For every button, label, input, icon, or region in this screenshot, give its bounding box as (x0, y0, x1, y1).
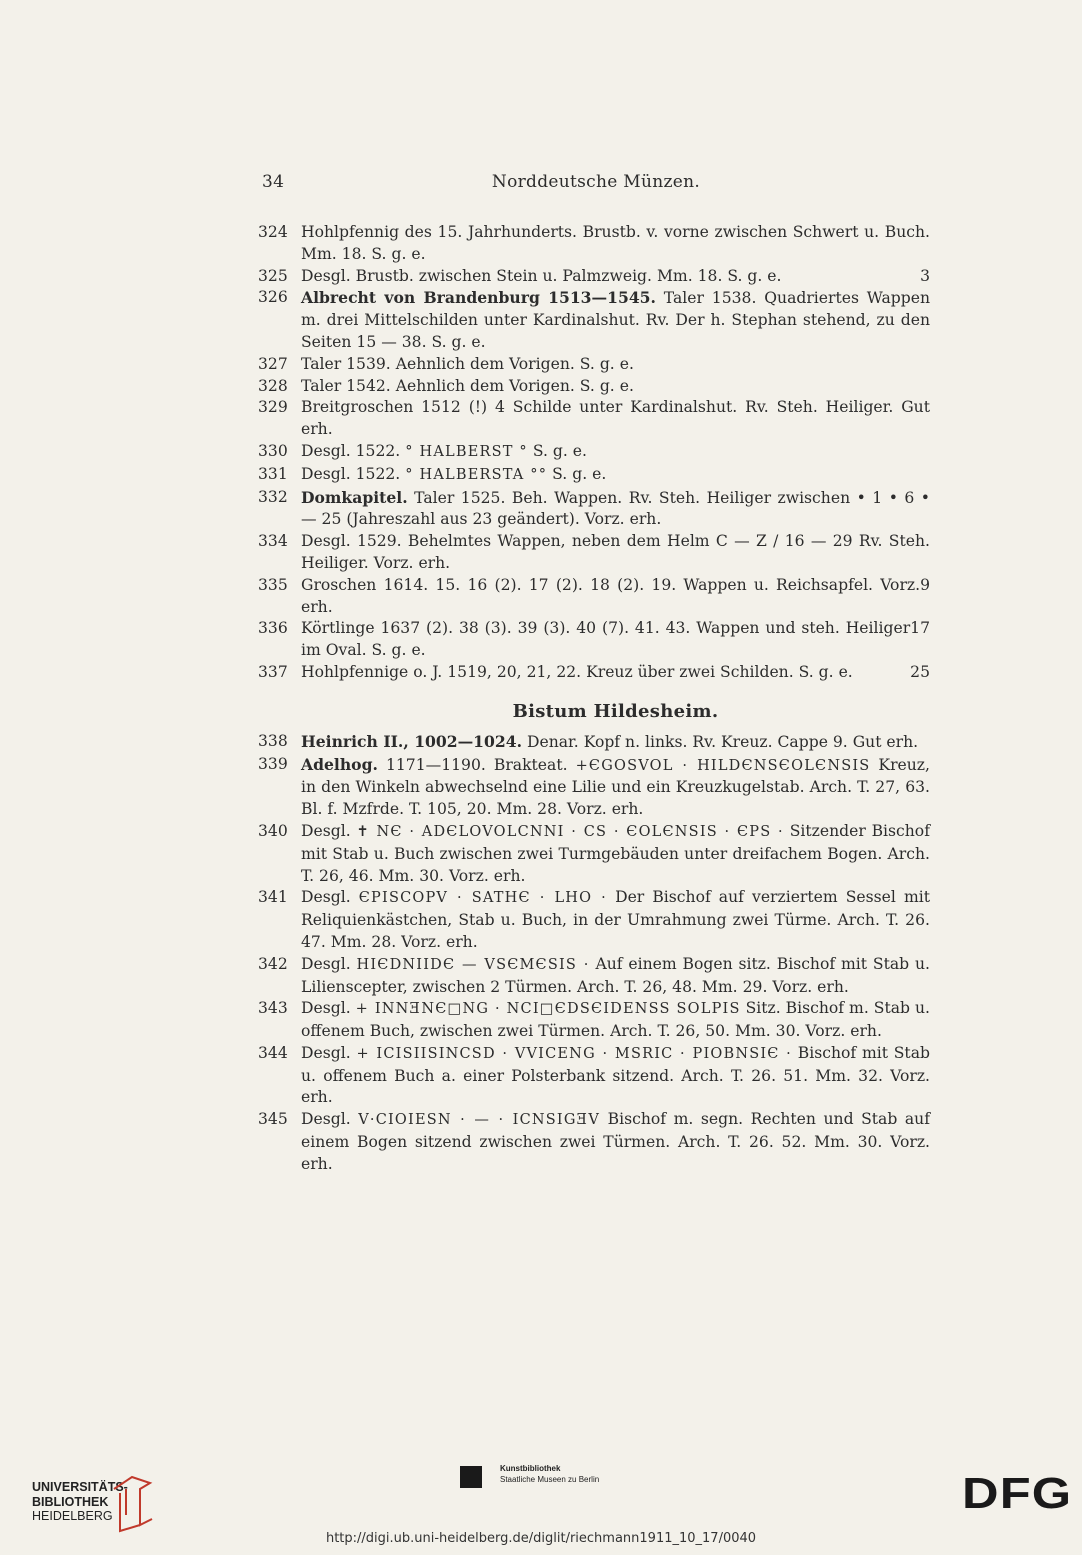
entry-description: Groschen 1614. 15. 16 (2). 17 (2). 18 (2). 19. Wappen u. Reichsapfel. Vorz. erh. (301, 575, 921, 616)
entry-number: 341 (258, 888, 288, 907)
entry-number: 336 (258, 619, 288, 638)
entry-number: 345 (258, 1110, 288, 1129)
entry-description: Taler 1539. Aehnlich dem Vorigen. S. g. e. (301, 354, 634, 373)
entry-prefix: Desgl. (301, 1110, 351, 1129)
entry-coin-legend: + INNƎNЄ□NG · NCI□ЄDSЄIDENSS SOLPIS (355, 1001, 741, 1018)
entry-prefix: Desgl. (301, 888, 351, 907)
entry-number: 337 (258, 662, 288, 681)
kunstbibliothek-text (500, 1463, 599, 1485)
entry-number: 325 (258, 266, 288, 285)
entry-description: Auf einem Bogen sitz. Bischof mit Stab u. Lilienscepter, zwischen 2 Türmen. Arch. T. 26, 48. Mm. 29. Vorz. erh. (301, 954, 930, 996)
catalog-entry (258, 1109, 930, 1175)
entry-description: Taler 1525. Beh. Wappen. Rv. Steh. Heiliger zwischen • 1 • 6 • — 25 (Jahreszahl aus 23 geändert). Vorz. erh. (301, 488, 930, 529)
catalog-entry (258, 998, 930, 1043)
catalog-entry (258, 376, 930, 398)
entry-number: 327 (258, 354, 288, 373)
entry-prefix: 1171—1190. Brakteat. (385, 755, 568, 774)
entry-number: 343 (258, 999, 288, 1018)
entry-price: 25 (910, 662, 930, 681)
kunstbibliothek-name: Kunstbibliothek (500, 1464, 561, 1473)
catalog-entry (258, 575, 930, 619)
entry-coin-legend: ✝ NЄ · ADЄLOVOLCNNI · CS · ЄOLЄNSIS · ЄPS · (356, 823, 784, 840)
catalog-entry (258, 754, 930, 821)
catalog-entry (258, 531, 930, 575)
entry-description: Sitzender Bischof mit Stab u. Buch zwischen zwei Turmgebäuden unter dreifachem Bogen. Arch. T. 26, 46. Mm. 30. Vorz. erh. (301, 821, 930, 885)
ub-logo-mark-icon (110, 1475, 154, 1533)
catalog-entry (258, 266, 930, 288)
entry-number: 335 (258, 575, 288, 594)
dfg-logo[interactable]: DFG (962, 1469, 1073, 1518)
kunstbibliothek-logo[interactable] (460, 1463, 660, 1503)
entry-number: 339 (258, 754, 288, 773)
page-header (262, 172, 930, 196)
entry-coin-legend: V·CIOIESN · — · ICNSIGƎV (358, 1112, 601, 1129)
section-heading: Bistum Hildesheim. (512, 700, 719, 722)
catalog-entry (258, 1043, 930, 1109)
entry-number: 334 (258, 532, 288, 551)
catalog-entry (258, 397, 930, 441)
entry-description: Taler 1538. Quadriertes Wappen m. drei Mittelschilden unter Kardinalshut. Rv. Der h. Stephan stehend, zu den Seiten 15 — 38. S. g. e. (301, 289, 930, 351)
catalog-entry (258, 618, 930, 662)
entry-description: Taler 1542. Aehnlich dem Vorigen. S. g. e. (301, 376, 634, 395)
entry-prefix: Desgl. (301, 954, 351, 973)
entry-description: Körtlinge 1637 (2). 38 (3). 39 (3). 40 (7). 41. 43. Wappen und steh. Heiliger im Oval. S. g. e. (301, 619, 911, 660)
entry-number: 324 (258, 223, 288, 241)
entry-description: S. g. e. (532, 441, 587, 460)
catalog-entry (258, 287, 930, 353)
entry-prefix: Desgl. 1522. (301, 441, 401, 460)
kunstbibliothek-logo-icon (460, 1466, 482, 1488)
entry-description: Bischof mit Stab u. offenem Buch a. einer Polsterbank sitzend. Arch. T. 26. 51. Mm. 32. Vorz. erh. (301, 1043, 930, 1107)
entry-number: 331 (258, 464, 288, 483)
catalog-entry (258, 731, 930, 754)
entry-description: Breitgroschen 1512 (!) 4 Schilde unter Kardinalshut. Rv. Steh. Heiliger. Gut erh. (301, 398, 930, 439)
entry-price: 17 (910, 619, 930, 638)
entry-coin-legend: ° HALBERST ° (405, 443, 528, 460)
entries-section-b (258, 731, 930, 1176)
ub-line-2: BIBLIOTHEK (32, 1494, 109, 1509)
page-number: 34 (262, 172, 285, 192)
catalog-entry (258, 222, 930, 266)
entry-description: S. g. e. (552, 464, 607, 483)
kunstbibliothek-sub: Staatliche Museen zu Berlin (500, 1475, 600, 1484)
entry-coin-legend: ° HALBERSTA °° (405, 466, 548, 483)
catalog-entry (258, 662, 930, 684)
entry-number: 340 (258, 821, 288, 840)
entry-number: 329 (258, 398, 288, 417)
entry-description: Der Bischof auf verziertem Sessel mit Reliquienkästchen, Stab u. Buch, in der Umrahmung zwei Türme. Arch. T. 26. 47. Mm. 28. Vorz. erh. (301, 888, 930, 951)
footer (0, 1455, 1082, 1555)
entry-ruler-name: Albrecht von Brandenburg 1513—1545. (301, 288, 656, 308)
entry-price: 9 (920, 575, 930, 594)
entry-description: Sitz. Bischof m. Stab u. offenem Buch, zwischen zwei Türmen. Arch. T. 26, 50. Mm. 30. Vorz. erh. (301, 999, 930, 1041)
entry-ruler-name: Adelhog. (301, 754, 378, 774)
entry-number: 326 (258, 288, 288, 307)
catalog-entry (258, 821, 930, 887)
entry-number: 332 (258, 487, 288, 506)
entry-description: Hohlpfennig des 15. Jahrhunderts. Brustb. v. vorne zwischen Schwert u. Buch. Mm. 18. S. g. e. (301, 223, 930, 263)
ub-line-3: HEIDELBERG (32, 1509, 113, 1523)
entry-number: 328 (258, 376, 288, 395)
entry-coin-legend: ЄPISCOPV · SATHЄ · LHO · (358, 890, 607, 907)
entry-coin-legend: HIЄDNIIDЄ — VSЄMЄSIS · (356, 956, 590, 973)
entry-description: Desgl. 1529. Behelmtes Wappen, neben dem Helm C — Z / 16 — 29 Rv. Steh. Heiliger. Vorz. erh. (301, 532, 930, 572)
catalog-entry (258, 487, 930, 532)
entry-number: 338 (258, 731, 288, 750)
entry-description: Bischof m. segn. Rechten und Stab auf einem Bogen sitzend zwischen zwei Türmen. Arch. T. 26. 52. Mm. 30. Vorz. erh. (301, 1110, 930, 1173)
entry-number: 344 (258, 1043, 288, 1062)
entry-number: 342 (258, 954, 288, 973)
entry-prefix: Desgl. 1522. (301, 464, 401, 483)
ub-heidelberg-logo[interactable] (32, 1475, 162, 1535)
entry-description: Denar. Kopf n. links. Rv. Kreuz. Cappe 9. Gut erh. (526, 732, 919, 751)
entry-prefix: Desgl. (301, 821, 351, 840)
entry-coin-legend: + ICISIISINCSD · VVICENG · MSRIC · PIOBNSIЄ · (356, 1045, 792, 1062)
catalog-list (258, 222, 930, 1176)
entry-prefix: Desgl. (301, 999, 351, 1018)
permalink-url[interactable]: http://digi.ub.uni-heidelberg.de/diglit/riechmann1911_10_17/0040 (325, 1531, 757, 1546)
catalog-entry (258, 887, 930, 953)
catalog-entry (258, 441, 930, 464)
running-title: Norddeutsche Münzen. (491, 172, 701, 192)
ub-line-1: UNIVERSITÄTS- (32, 1480, 128, 1494)
entry-coin-legend: +ЄGOSVOL · HILDЄNSЄOLЄNSIS (575, 757, 871, 774)
catalog-entry (258, 954, 930, 999)
entry-ruler-name: Heinrich II., 1002—1024. (301, 731, 523, 751)
catalog-entry (258, 464, 930, 487)
entry-number: 330 (258, 441, 288, 460)
entry-price: 3 (920, 266, 930, 285)
entry-description: Desgl. Brustb. zwischen Stein u. Palmzweig. Mm. 18. S. g. e. (301, 266, 782, 285)
catalog-entry (258, 354, 930, 376)
entry-description: Kreuz, in den Winkeln abwechselnd eine Lilie und ein Kreuzkugelstab. Arch. T. 27, 63. Bl. f. Mzfrde. T. 105, 20. Mm. 28. Vorz. erh. (301, 755, 930, 819)
entry-ruler-name: Domkapitel. (301, 487, 408, 507)
entry-prefix: Desgl. (301, 1043, 351, 1062)
entry-description: Hohlpfennige o. J. 1519, 20, 21, 22. Kreuz über zwei Schilden. S. g. e. (301, 662, 853, 681)
entries-section-a (258, 222, 930, 684)
